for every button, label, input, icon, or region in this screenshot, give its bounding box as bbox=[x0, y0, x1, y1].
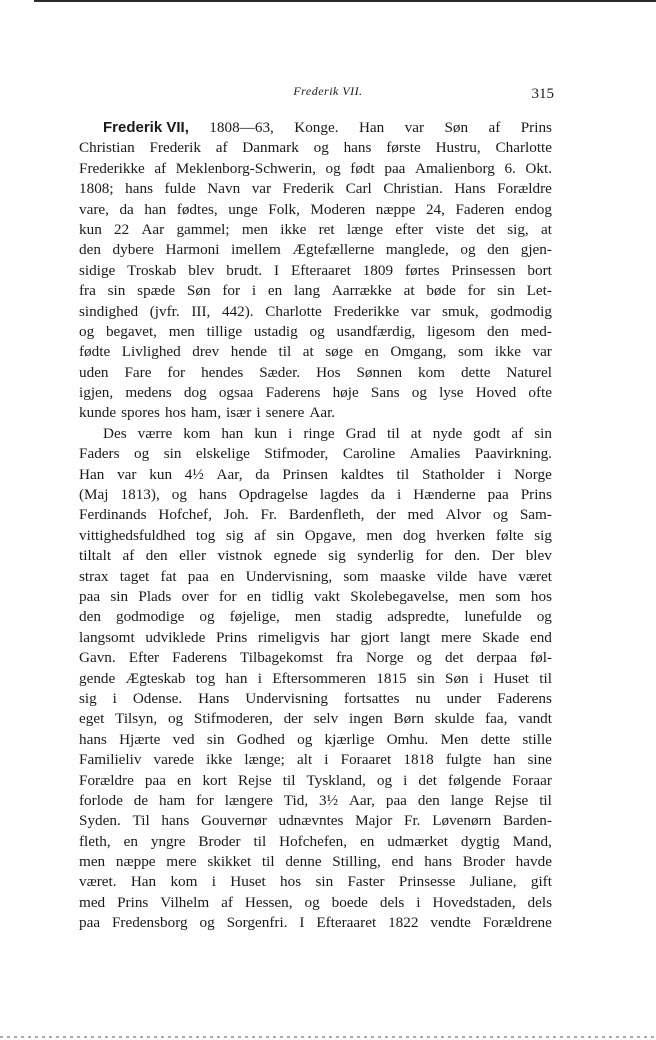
text-line: kunde spores hos ham, især i senere Aar. bbox=[79, 404, 336, 422]
text-line: Christian Frederik af Danmark og hans første Hustru, Charlotte bbox=[79, 139, 552, 157]
text-line: paa Fredensborg og Sorgenfri. I Efteraaret 1822 vendte Forældrene bbox=[79, 914, 552, 932]
text-line: strax taget fat paa en Undervisning, som maaske vilde have været bbox=[79, 567, 552, 585]
text-line: vittighedsfuldhed tog sig af sin Opgave, men dog hverken følte sig bbox=[79, 526, 552, 544]
running-title: Frederik VII. bbox=[293, 84, 363, 98]
text-line: Familieliv varede ikke længe; alt i Foraaret 1818 fulgte han sine bbox=[79, 751, 552, 769]
text-line: men næppe mere skikket til denne Stilling, end hans Broder havde bbox=[79, 853, 552, 871]
text-line: 1808; hans fulde Navn var Frederik Carl Christian. Hans Forældre bbox=[79, 180, 552, 198]
text-line: uden Fare for hendes Sæder. Hos Sønnen kom dette Naturel bbox=[79, 363, 552, 381]
text-line: gende Ægteskab tog han i Eftersommeren 1815 sin Søn i Huset til bbox=[79, 669, 552, 687]
text-line: Faders og sin elskelige Stifmoder, Caroline Amalies Paavirkning. bbox=[79, 445, 552, 463]
text-line: sig i Odense. Hans Undervisning fortsattes nu under Faderens bbox=[79, 689, 552, 707]
text-line: den dybere Harmoni imellem Ægtefællerne manglede, og den gjen- bbox=[79, 241, 552, 259]
text-line: Frederikke af Meklenborg-Schwerin, og født paa Amalienborg 6. Okt. bbox=[79, 159, 552, 177]
text-line: og begavet, men tillige ustadig og usandfærdig, ligesom den med- bbox=[79, 322, 552, 340]
text-line: Forældre paa en kort Rejse til Tyskland, og i det følgende Foraar bbox=[79, 771, 552, 789]
text-line: (Maj 1813), og hans Opdragelse lagdes da i Hænderne paa Prins bbox=[79, 486, 552, 504]
text-line: igjen, medens dog ogsaa Faderens høje Sans og lyse Hoved ofte bbox=[79, 384, 552, 402]
text-line: sidige Troskab blev brudt. I Efteraaret 1809 førtes Prinsessen bort bbox=[79, 261, 552, 279]
text-line: langsomt udviklede Prins rimeligvis har gjort langt mere Skade end bbox=[79, 628, 552, 646]
text-line: fleth, en yngre Broder til Hofchefen, en udmærket dygtig Mand, bbox=[79, 832, 552, 850]
body-text bbox=[79, 118, 552, 934]
text-line: Gavn. Efter Faderens Tilbagekomst fra Norge og det derpaa føl- bbox=[79, 649, 552, 667]
text-line: Syden. Til hans Gouvernør udnævntes Major Fr. Løvenørn Barden- bbox=[79, 812, 552, 830]
text-line: eget Tilsyn, og Stifmoderen, der selv ingen Børn skulde faa, vandt bbox=[79, 710, 552, 728]
text-line: vare, da han fødtes, unge Folk, Moderen næppe 24, Faderen endog bbox=[79, 200, 552, 218]
text-line: den godmodige og føjelige, men stadig adspredte, lunefulde og bbox=[79, 608, 552, 626]
text-line: fra sin spæde Søn for i en lang Aarrække at bøde for sin Let- bbox=[79, 282, 552, 300]
text-line: hans Hjærte ved sin Godhed og kjærlige Omhu. Men dette stille bbox=[79, 730, 552, 748]
running-head bbox=[0, 84, 656, 104]
page-number: 315 bbox=[531, 86, 554, 102]
text-line: paa sin Plads over for en tidlig vakt Skolebegavelse, men som hos bbox=[79, 587, 552, 605]
text-line: Ferdinands Hofchef, Joh. Fr. Bardenfleth, der med Alvor og Sam- bbox=[79, 506, 552, 524]
text-line: Frederik VII, 1808—63, Konge. Han var Søn af Prins bbox=[79, 118, 552, 138]
top-page-edge-rule bbox=[34, 0, 656, 2]
entry-headword: Frederik VII, bbox=[103, 119, 189, 136]
text-line: kun 22 Aar gammel; men ikke ret længe efter viste det sig, at bbox=[79, 220, 552, 238]
text-line: tiltalt af den eller vistnok egnede sig synderlig for den. Der blev bbox=[79, 547, 552, 565]
text-line: Des værre kom han kun i ringe Grad til at nyde godt af sin bbox=[103, 424, 552, 442]
text-line: fødte Livlighed drev hende til at søge en Omgang, som ikke var bbox=[79, 343, 552, 361]
text-line: Han var kun 4½ Aar, da Prinsen kaldtes til Statholder i Norge bbox=[79, 465, 552, 483]
bottom-page-edge-rule bbox=[0, 1036, 656, 1038]
text-line: forlode de ham for længere Tid, 3½ Aar, paa den lange Rejse til bbox=[79, 791, 552, 809]
text-line: sindighed (jvfr. III, 442). Charlotte Frederikke var smuk, godmodig bbox=[79, 302, 552, 320]
text-line: med Prins Vilhelm af Hessen, og boede dels i Hovedstaden, dels bbox=[79, 893, 552, 911]
text-line: været. Han kom i Huset hos sin Faster Prinsesse Juliane, gift bbox=[79, 873, 552, 891]
